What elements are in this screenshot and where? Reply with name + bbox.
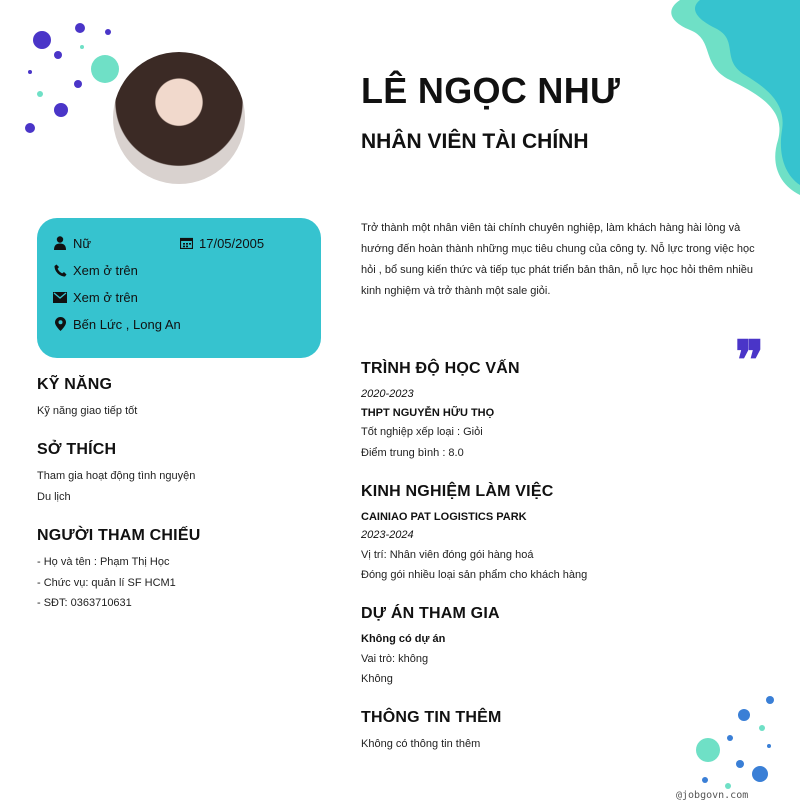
birthday-text: 17/05/2005	[199, 235, 265, 251]
experience-period: 2023-2024	[361, 529, 414, 541]
phone-row	[52, 262, 138, 278]
reference-item: - SĐT: 0363710631	[37, 597, 132, 609]
reference-item: - Họ và tên : Phạm Thị Học	[37, 556, 170, 568]
phone-text: Xem ở trên	[73, 262, 138, 278]
experience-heading: KINH NGHIỆM LÀM VIỆC	[361, 483, 554, 500]
education-school: THPT NGUYỄN HỮU THỌ	[361, 407, 495, 419]
quote-icon: ❞	[735, 328, 765, 392]
bottom-right-dots-decoration	[690, 690, 790, 790]
education-detail: Tốt nghiệp xếp loại : Giỏi	[361, 426, 483, 438]
mail-icon	[52, 289, 68, 305]
hobby-item: Du lịch	[37, 491, 71, 503]
projects-heading: DỰ ÁN THAM GIA	[361, 605, 500, 622]
project-detail: Vai trò: không	[361, 653, 429, 665]
gender-row	[52, 235, 91, 251]
address-text: Bến Lức , Long An	[73, 316, 181, 332]
project-name: Không có dự án	[361, 633, 446, 645]
email-text: Xem ở trên	[73, 289, 138, 305]
references-heading: NGƯỜI THAM CHIẾU	[37, 527, 201, 544]
experience-company: CAINIAO PAT LOGISTICS PARK	[361, 511, 527, 523]
phone-icon	[52, 262, 68, 278]
calendar-icon	[178, 235, 194, 251]
extra-info-text: Không có thông tin thêm	[361, 738, 481, 750]
location-icon	[52, 316, 68, 332]
project-detail: Không	[361, 673, 393, 685]
experience-detail: Vị trí: Nhân viên đóng gói hàng hoá	[361, 549, 534, 561]
reference-item: - Chức vụ: quản lí SF HCM1	[37, 577, 176, 589]
experience-detail: Đóng gói nhiều loại sản phẩm cho khách hàng	[361, 569, 588, 581]
gender-text: Nữ	[73, 235, 92, 251]
user-icon	[52, 235, 68, 251]
address-row	[52, 316, 181, 332]
skill-item: Kỹ năng giao tiếp tốt	[37, 405, 138, 417]
skills-heading: KỸ NĂNG	[37, 376, 113, 393]
education-period: 2020-2023	[361, 388, 414, 400]
hobby-item: Tham gia hoạt động tình nguyện	[37, 470, 196, 482]
career-objective: Trở thành một nhân viên tài chính chuyên nghiệp, làm khách hàng hài lòng và hướng đến hoàn thành những mục tiêu chung của công ty. Nỗ lực trong việc học hỏi , bổ sung kiến thức và tiếp tục phát triển bản thân, nỗ lực học hỏi thêm nhiều kinh nghiệm và trở thành một sale giỏi.	[361, 222, 755, 297]
education-heading: TRÌNH ĐỘ HỌC VẤN	[361, 360, 520, 377]
profile-photo	[113, 52, 245, 184]
extra-info-heading: THÔNG TIN THÊM	[361, 709, 502, 726]
email-row	[52, 289, 138, 305]
job-title: NHÂN VIÊN TÀI CHÍNH	[361, 130, 589, 153]
top-right-blob-decoration	[660, 0, 800, 200]
candidate-name: LÊ NGỌC NHƯ	[361, 70, 621, 111]
hobbies-heading: SỞ THÍCH	[37, 441, 117, 458]
education-detail: Điểm trung bình : 8.0	[361, 447, 464, 459]
contact-card	[37, 218, 321, 358]
watermark: @jobgovn.com	[676, 790, 749, 801]
birthday-row	[178, 235, 264, 251]
